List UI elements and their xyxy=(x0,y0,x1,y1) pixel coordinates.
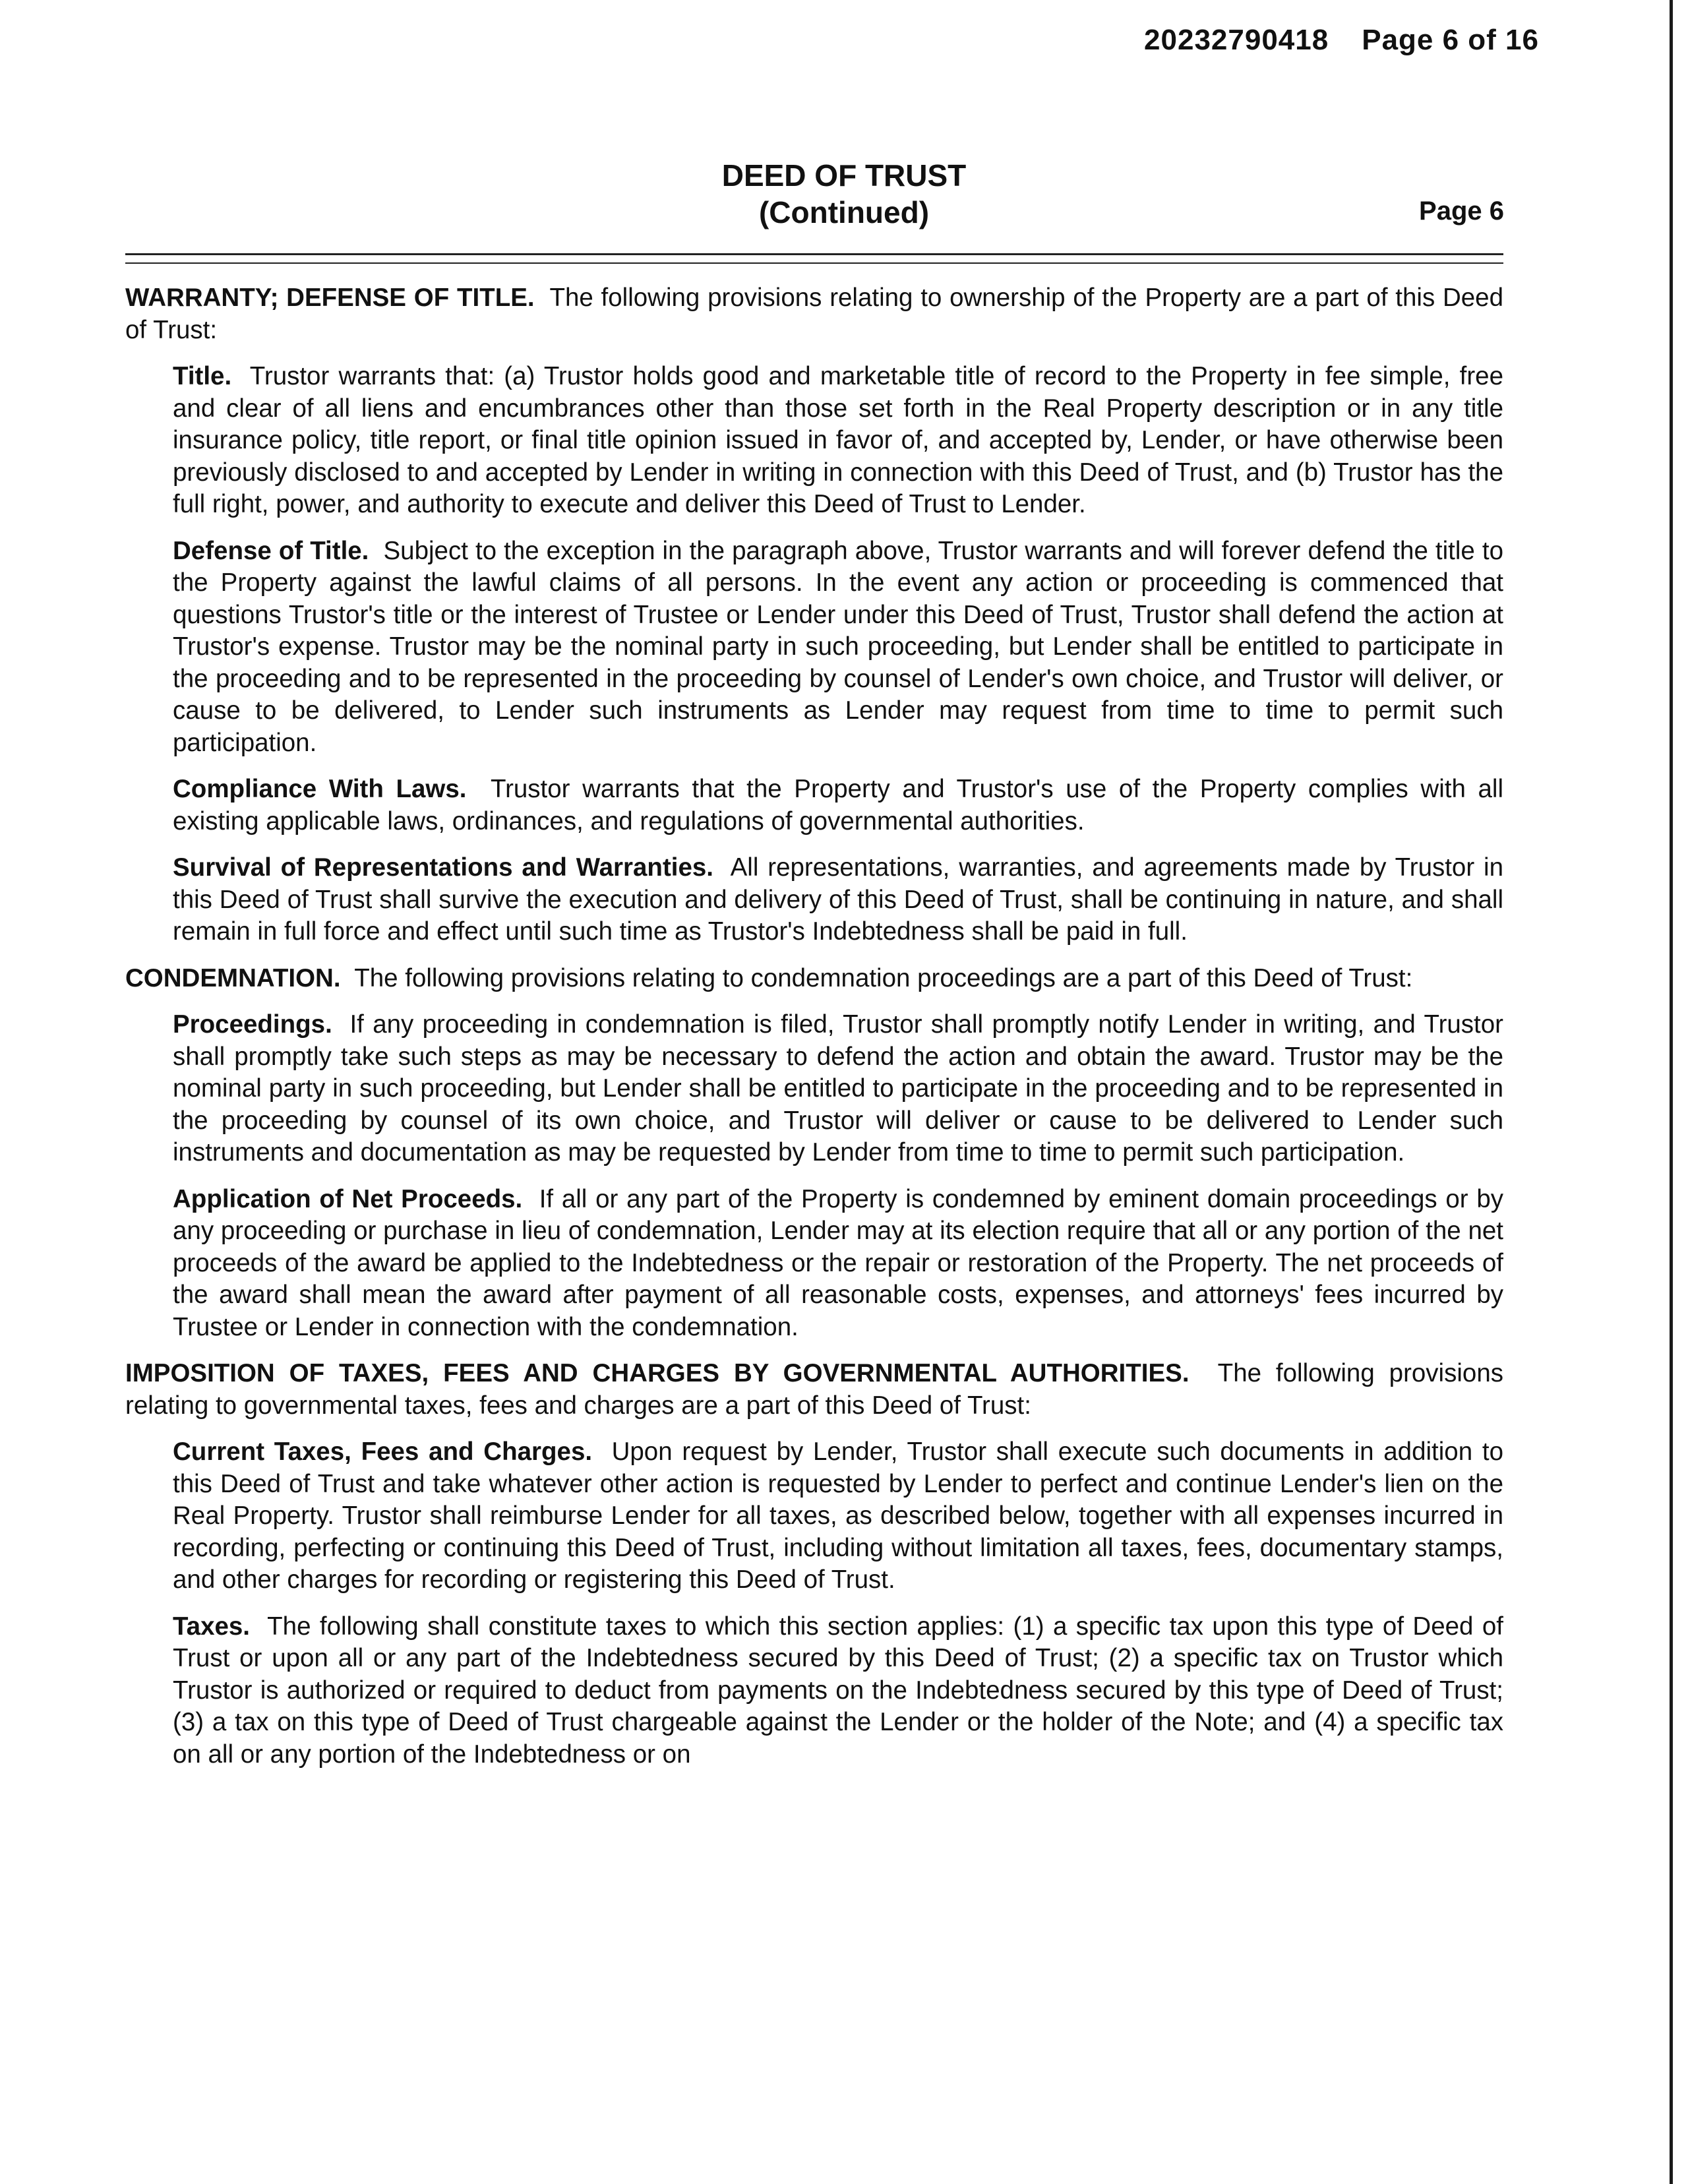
document-body xyxy=(125,282,1503,1785)
subsection-survival-of-representations xyxy=(173,852,1503,948)
subsection-text: Subject to the exception in the paragraph above, Trustor warrants and will forever defend the title to the Property against the lawful claims of all persons. In the event any action or proceeding is commenced that questions Trustor's title or the interest of Trustee or Lender under this Deed of Trust, Trustor shall defend the action at Trustor's expense. Trustor may be the nominal party in such proceeding, but Lender shall be entitled to participate in the proceeding and to be represented in the proceeding by counsel of Lender's own choice, and Trustor will deliver, or cause to be delivered, to Lender such instruments as Lender may request from time to time to permit such participation. xyxy=(173,536,1503,757)
page-of-count: Page 6 of 16 xyxy=(1362,24,1539,56)
section-intro: The following provisions relating to governmental taxes, fees and charges are a part of this Deed of Trust: xyxy=(125,1359,1503,1420)
subsection-text: If any proceeding in condemnation is filed, Trustor shall promptly notify Lender in writing, and Trustor shall promptly take such steps as may be necessary to defend the action and obtain the award. Trustor may be the nominal party in such proceeding, but Lender shall be entitled to participate in the proceeding and to be represented in the proceeding by counsel of its own choice, and Trustor will deliver or cause to be delivered to Lender such instruments and documentation as may be requested by Lender from time to time to permit such participation. xyxy=(173,1010,1503,1167)
title-line-continued: (Continued) xyxy=(758,195,930,229)
section-heading: WARRANTY; DEFENSE OF TITLE. xyxy=(125,284,535,312)
section-intro: The following provisions relating to ownership of the Property are a part of this Deed of Trust: xyxy=(125,284,1503,344)
subsection-text: If all or any part of the Property is condemned by eminent domain proceedings or by any proceeding or purchase in lieu of condemnation, Lender may at its election require that all or any portion of the net proceeds of the award be applied to the Indebtedness or the repair or restoration of the Property. The net proceeds of the award shall mean the award after payment of all reasonable costs, expenses, and attorneys' fees incurred by Trustee or Lender in connection with the condemnation. xyxy=(173,1184,1503,1341)
subsection-application-of-net-proceeds xyxy=(173,1184,1503,1344)
section-warranty-defense-of-title xyxy=(125,282,1503,346)
subsection-heading: Title. xyxy=(173,362,232,390)
subsection-defense-of-title xyxy=(173,535,1503,760)
subsection-heading: Compliance With Laws. xyxy=(173,775,467,803)
header-rule-bottom xyxy=(125,262,1503,264)
section-heading: IMPOSITION OF TAXES, FEES AND CHARGES BY GOVERNMENTAL AUTHORITIES. xyxy=(125,1359,1190,1387)
subsection-current-taxes-fees-charges xyxy=(173,1436,1503,1596)
subsection-text: Trustor warrants that the Property and Trustor's use of the Property complies with all existing applicable laws, ordinances, and regulations of governmental authorities. xyxy=(173,775,1503,835)
page-edge-rule xyxy=(1670,0,1673,2184)
subsection-heading: Proceedings. xyxy=(173,1010,332,1039)
subsection-text: Trustor warrants that: (a) Trustor holds good and marketable title of record to the Property in fee simple, free and clear of all liens and encumbrances other than those set forth in the Real Property description or in any title insurance policy, title report, or final title opinion issued in favor of, and accepted by, Lender, or have otherwise been previously disclosed to and accepted by Lender in writing in connection with this Deed of Trust, and (b) Trustor has the full right, power, and authority to execute and deliver this Deed of Trust to Lender. xyxy=(173,362,1503,518)
section-intro: The following provisions relating to condemnation proceedings are a part of this Deed of Trust: xyxy=(354,963,1413,992)
subsection-title xyxy=(173,361,1503,521)
subsection-heading: Application of Net Proceeds. xyxy=(173,1184,523,1213)
subsection-heading: Survival of Representations and Warranties. xyxy=(173,853,713,882)
subsection-taxes xyxy=(173,1611,1503,1771)
recording-stamp xyxy=(1144,24,1539,57)
section-imposition-of-taxes xyxy=(125,1358,1503,1422)
section-condemnation xyxy=(125,963,1503,995)
subsection-text: Upon request by Lender, Trustor shall execute such documents in addition to this Deed of Trust and take whatever other action is requested by Lender to perfect and continue Lender's lien on the Real Property. Trustor shall reimburse Lender for all taxes, as described below, together with all expenses incurred in recording, perfecting or continuing this Deed of Trust, including without limitation all taxes, fees, documentary stamps, and other charges for recording or registering this Deed of Trust. xyxy=(173,1438,1503,1594)
title-line-main: DEED OF TRUST xyxy=(721,158,967,193)
section-heading: CONDEMNATION. xyxy=(125,963,341,992)
header-rule-top xyxy=(125,253,1503,255)
subsection-proceedings xyxy=(173,1009,1503,1169)
page-label: Page 6 xyxy=(1419,197,1504,226)
subsection-heading: Taxes. xyxy=(173,1612,251,1641)
subsection-text: All representations, warranties, and agreements made by Trustor in this Deed of Trust shall survive the execution and delivery of this Deed of Trust, shall be continuing in nature, and shall remain in full force and effect until such time as Trustor's Indebtedness shall be paid in full. xyxy=(173,853,1503,946)
subsection-heading: Current Taxes, Fees and Charges. xyxy=(173,1438,593,1466)
subsection-compliance-with-laws xyxy=(173,774,1503,837)
document-number: 20232790418 xyxy=(1144,24,1329,56)
subsection-text: The following shall constitute taxes to which this section applies: (1) a specific tax upon this type of Deed of Trust or upon all or any part of the Indebtedness secured by this Deed of Trust; (2) a specific tax on Trustor which Trustor is authorized or required to deduct from payments on the Indebtedness secured by this type of Deed of Trust; (3) a tax on this type of Deed of Trust chargeable against the Lender or the holder of the Note; and (4) a specific tax on all or any portion of the Indebtedness or on xyxy=(173,1612,1503,1769)
subsection-heading: Defense of Title. xyxy=(173,536,369,565)
